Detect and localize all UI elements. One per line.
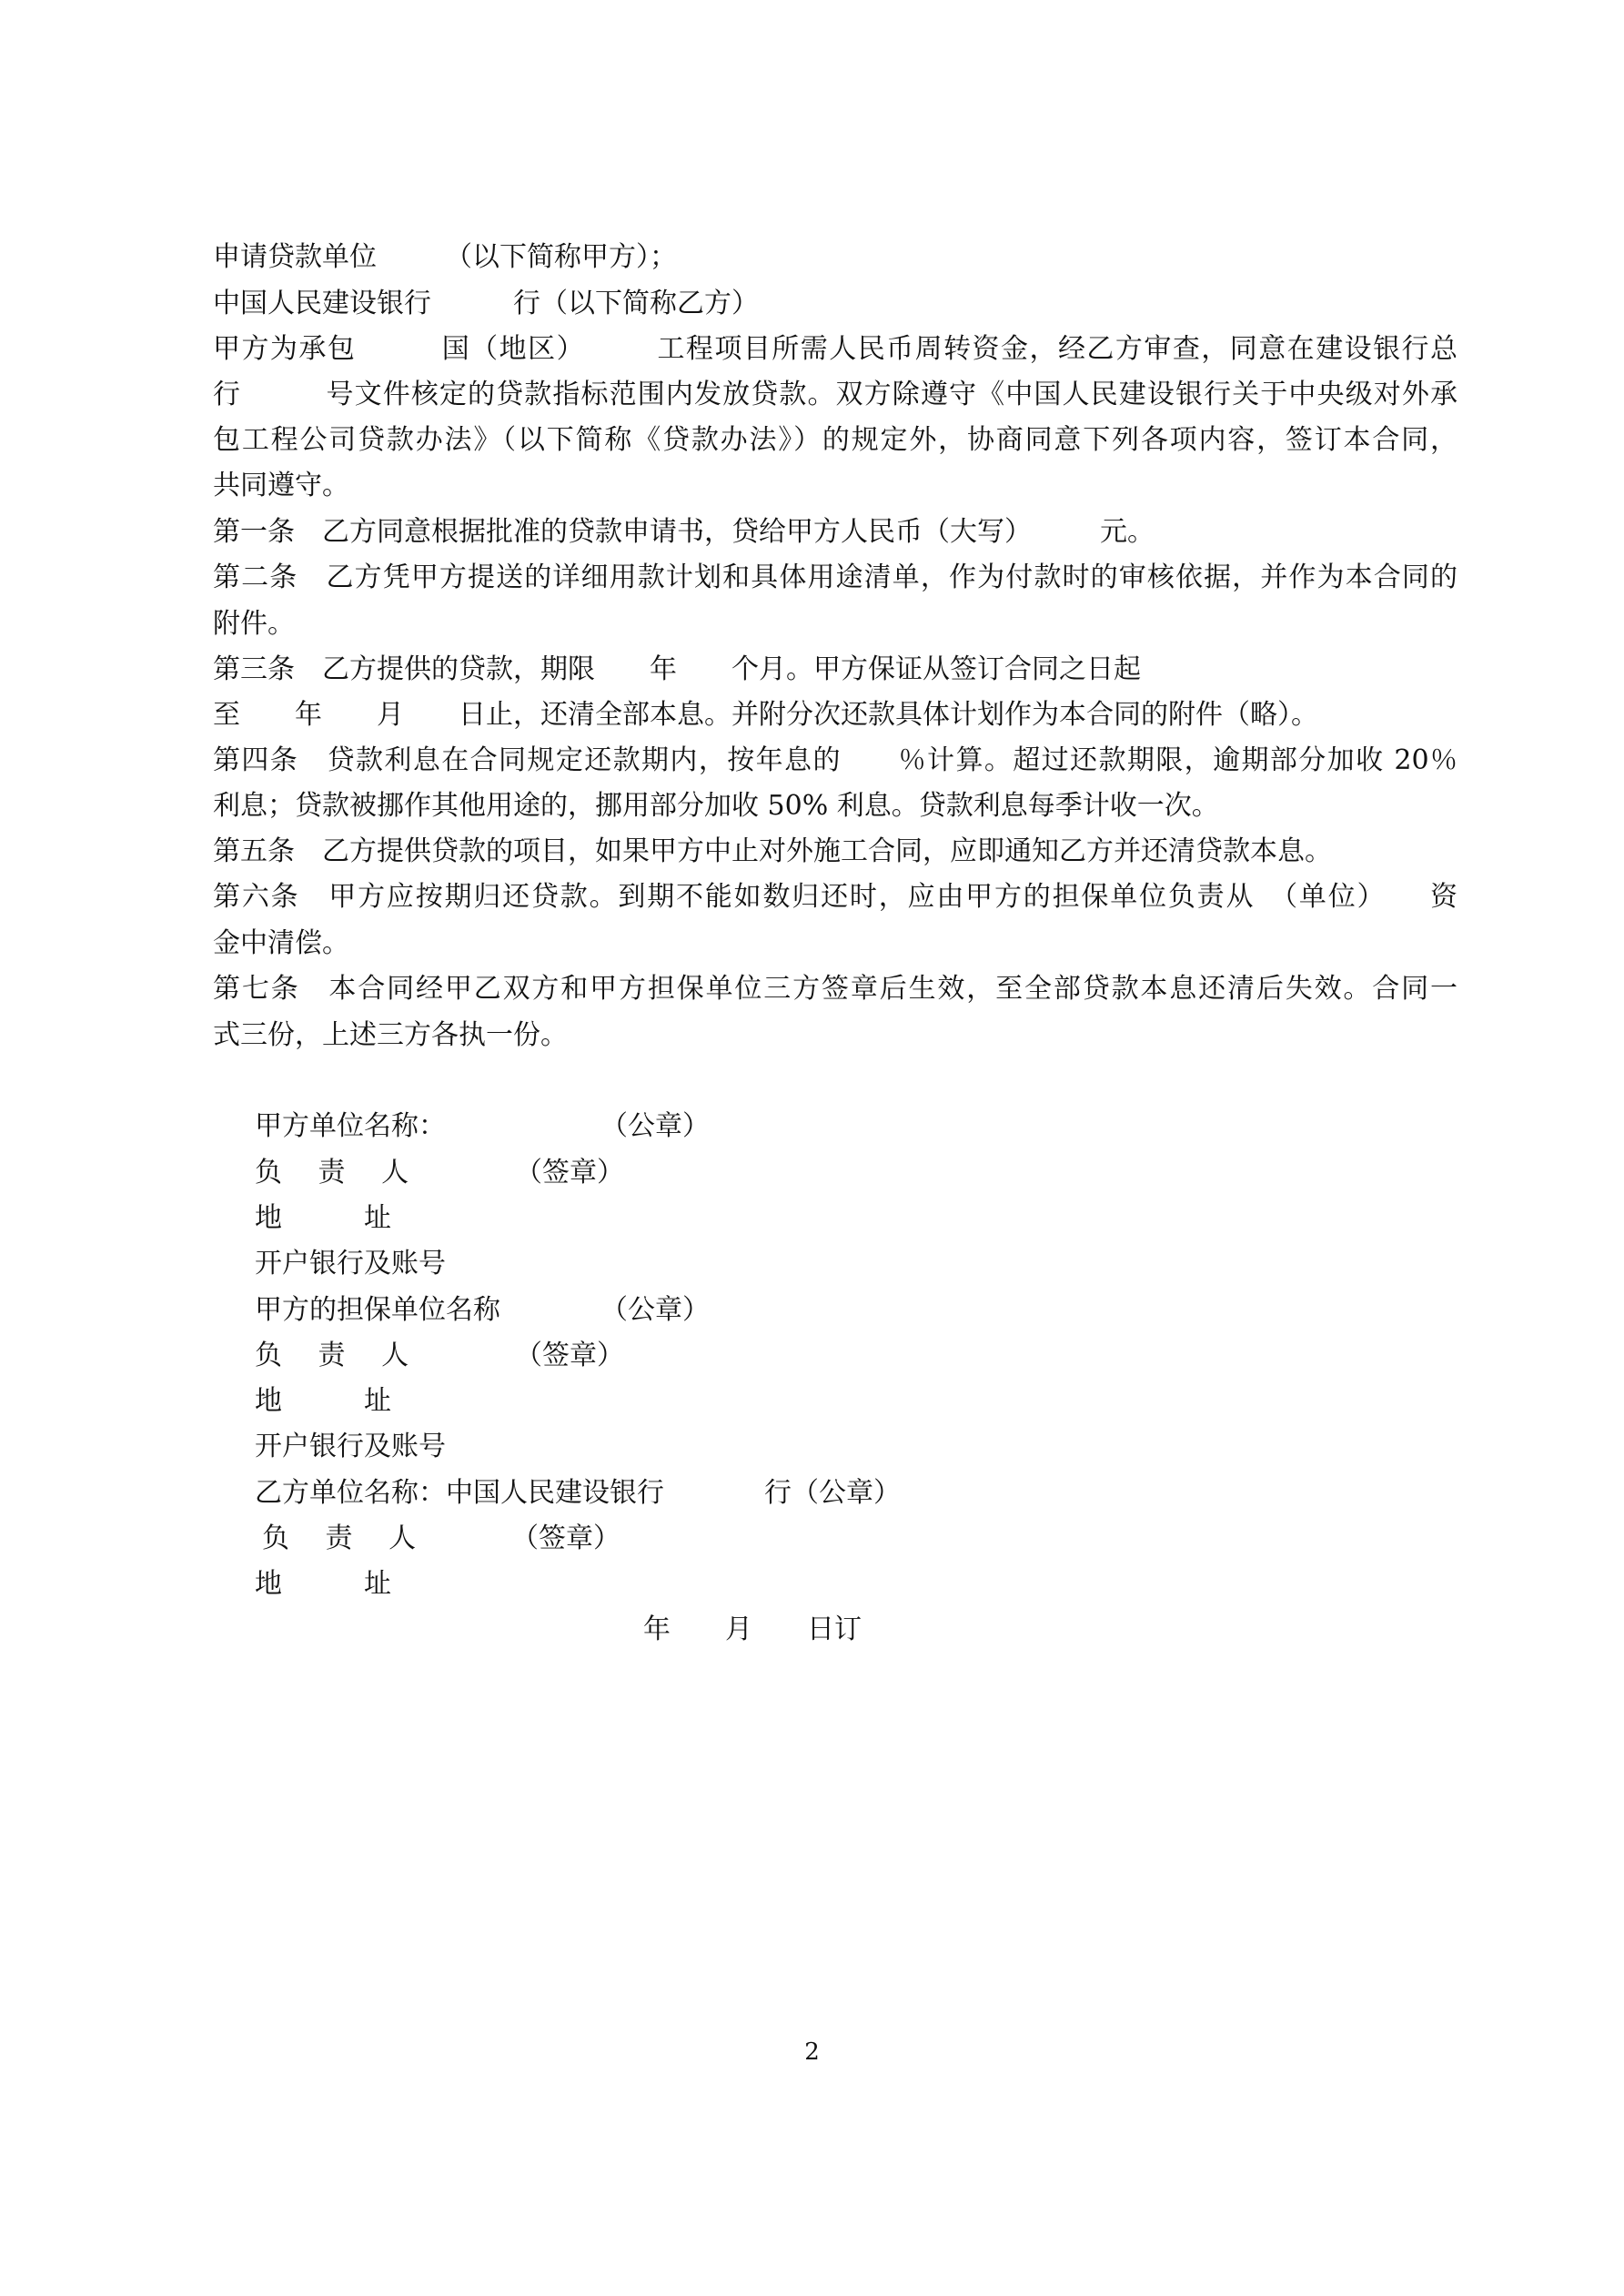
party-b-address-label: 地 址: [255, 1568, 391, 1600]
article-2-cont: 附件。: [213, 608, 295, 640]
party-b-seal: 行（公章）: [764, 1477, 901, 1509]
party-a-name-label: 甲方单位名称：: [255, 1110, 446, 1142]
preamble-line: 共同遵守。: [213, 470, 349, 501]
preamble-line: 行 号文件核定的贷款指标范围内发放贷款。双方除遵守《中国人民建设银行关于中央级对外承: [213, 379, 1458, 410]
guarantor-name-label: 甲方的担保单位名称: [255, 1294, 500, 1326]
article-7-cont: 式三份，上述三方各执一份。: [213, 1019, 568, 1051]
party-b-name-label: 乙方单位名称：中国人民建设银行: [255, 1477, 664, 1509]
signing-date-line: 年 月 日订: [643, 1613, 862, 1645]
article-2: 第二条 乙方凭甲方提送的详细用款计划和具体用途清单，作为付款时的审核依据，并作为本合同的: [213, 561, 1458, 593]
guarantor-rep-seal: （签章）: [515, 1340, 624, 1371]
party-a-rep-label: 负 责 人: [255, 1157, 409, 1188]
party-a-rep-seal: （签章）: [515, 1157, 624, 1188]
article-4-cont: 利息；贷款被挪作其他用途的，挪用部分加收 50% 利息。贷款利息每季计收一次。: [213, 790, 1219, 822]
party-a-bank-label: 开户银行及账号: [255, 1248, 446, 1279]
borrower-line: 申请贷款单位 （以下简称甲方）；: [213, 241, 677, 273]
article-6-cont: 金中清偿。: [213, 927, 349, 959]
article-7: 第七条 本合同经甲乙双方和甲方担保单位三方签章后生效，至全部贷款本息还清后失效。合同一: [213, 973, 1458, 1005]
preamble-line: 包工程公司贷款办法》（以下简称《贷款办法》）的规定外，协商同意下列各项内容，签订本合同，: [213, 424, 1458, 456]
article-5: 第五条 乙方提供贷款的项目，如果甲方中止对外施工合同，应即通知乙方并还清贷款本息。: [213, 835, 1332, 867]
preamble-line: 甲方为承包 国（地区） 工程项目所需人民币周转资金，经乙方审查，同意在建设银行总: [213, 333, 1458, 365]
party-b-rep-label: 负 责 人: [262, 1522, 417, 1554]
party-b-rep-seal: （签章）: [511, 1522, 620, 1554]
article-3: 第三条 乙方提供的贷款，期限 年 个月。甲方保证从签订合同之日起: [213, 653, 1141, 685]
guarantor-bank-label: 开户银行及账号: [255, 1431, 446, 1462]
party-a-address-label: 地 址: [255, 1202, 391, 1234]
guarantor-rep-label: 负 责 人: [255, 1340, 409, 1371]
page-number: 2: [804, 2038, 820, 2066]
article-6: 第六条 甲方应按期归还贷款。到期不能如数归还时，应由甲方的担保单位负责从 （单位） 资: [213, 881, 1458, 913]
guarantor-seal: （公章）: [600, 1294, 710, 1326]
article-1: 第一条 乙方同意根据批准的贷款申请书，贷给甲方人民币（大写） 元。: [213, 516, 1155, 548]
article-4: 第四条 贷款利息在合同规定还款期内，按年息的 ％计算。超过还款期限，逾期部分加收 20％: [213, 744, 1458, 776]
guarantor-address-label: 地 址: [255, 1385, 391, 1417]
lender-line: 中国人民建设银行 行（以下简称乙方）: [213, 288, 759, 319]
party-a-seal: （公章）: [600, 1110, 710, 1142]
article-3-cont: 至 年 月 日止，还清全部本息。并附分次还款具体计划作为本合同的附件（略）。: [213, 699, 1318, 731]
